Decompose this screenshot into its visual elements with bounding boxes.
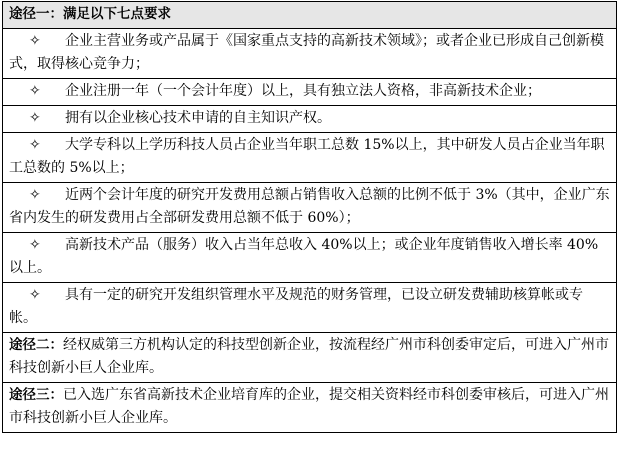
- route2-cell: [3, 333, 617, 383]
- criterion-item: [9, 80, 610, 103]
- route1-criteria-row: [3, 133, 617, 183]
- criterion-item: [9, 184, 610, 230]
- criterion-item: [9, 134, 610, 180]
- route1-criteria-cell: [3, 106, 617, 133]
- diamond-bullet-icon: ✧: [29, 137, 41, 153]
- route1-header-cell: [3, 2, 617, 29]
- route1-criteria-cell: [3, 79, 617, 106]
- route1-criteria-row: [3, 283, 617, 333]
- route1-criteria-cell: [3, 133, 617, 183]
- diamond-bullet-icon: ✧: [29, 187, 41, 203]
- diamond-bullet-icon: ✧: [29, 33, 41, 49]
- criterion-text: 大学专科以上学历科技人员占企业当年职工总数 15%以上，其中研发人员占企业当年职工总数的 5%以上；: [9, 137, 605, 176]
- route1-criteria-row: [3, 233, 617, 283]
- diamond-bullet-icon: ✧: [29, 83, 41, 99]
- diamond-bullet-icon: ✧: [29, 287, 41, 303]
- route1-criteria-cell: [3, 283, 617, 333]
- criterion-item: [9, 234, 610, 280]
- route1-header-row: [3, 2, 617, 29]
- route3-cell: [3, 383, 617, 433]
- criterion-text: 高新技术产品（服务）收入占当年总收入 40%以上；或企业年度销售收入增长率 40%以上。: [9, 237, 599, 276]
- route1-criteria-cell: [3, 183, 617, 233]
- criterion-text: 拥有以企业核心技术申请的自主知识产权。: [65, 110, 331, 126]
- route3-title: 途径三：: [9, 387, 63, 403]
- criterion-item: [9, 284, 610, 330]
- route1-criteria-row: [3, 29, 617, 79]
- criterion-item: [9, 30, 610, 76]
- route2-text: 经权威第三方机构认定的科技型创新企业，按流程经广州市科创委审定后，可进入广州市科技创新小巨人企业库。: [9, 337, 609, 376]
- route1-criteria-row: [3, 79, 617, 106]
- route1-title: 途径一：满足以下七点要求: [9, 6, 171, 22]
- diamond-bullet-icon: ✧: [29, 237, 41, 253]
- route1-criteria-cell: [3, 29, 617, 79]
- route2-title: 途径二：: [9, 337, 63, 353]
- criterion-text: 近两个会计年度的研究开发费用总额占销售收入总额的比例不低于 3%（其中，企业广东省内发生的研发费用占全部研发费用总额不低于 60%）；: [9, 187, 610, 226]
- route1-criteria-row: [3, 106, 617, 133]
- route1-criteria-cell: [3, 233, 617, 283]
- route3-text: 已入选广东省高新技术企业培育库的企业，提交相关资料经市科创委审核后，可进入广州市科技创新小巨人企业库。: [9, 387, 609, 426]
- criterion-item: [9, 107, 610, 130]
- route1-criteria-row: [3, 183, 617, 233]
- diamond-bullet-icon: ✧: [29, 110, 41, 126]
- route2-row: [3, 333, 617, 383]
- criterion-text: 企业注册一年（一个会计年度）以上，具有独立法人资格，非高新技术企业；: [65, 83, 541, 99]
- route3-row: [3, 383, 617, 433]
- criterion-text: 企业主营业务或产品属于《国家重点支持的高新技术领域》；或者企业已形成自己创新模式，取得核心竞争力；: [9, 33, 604, 72]
- requirements-table: [2, 1, 617, 433]
- criterion-text: 具有一定的研究开发组织管理水平及规范的财务管理，已设立研发费辅助核算帐或专帐。: [9, 287, 583, 326]
